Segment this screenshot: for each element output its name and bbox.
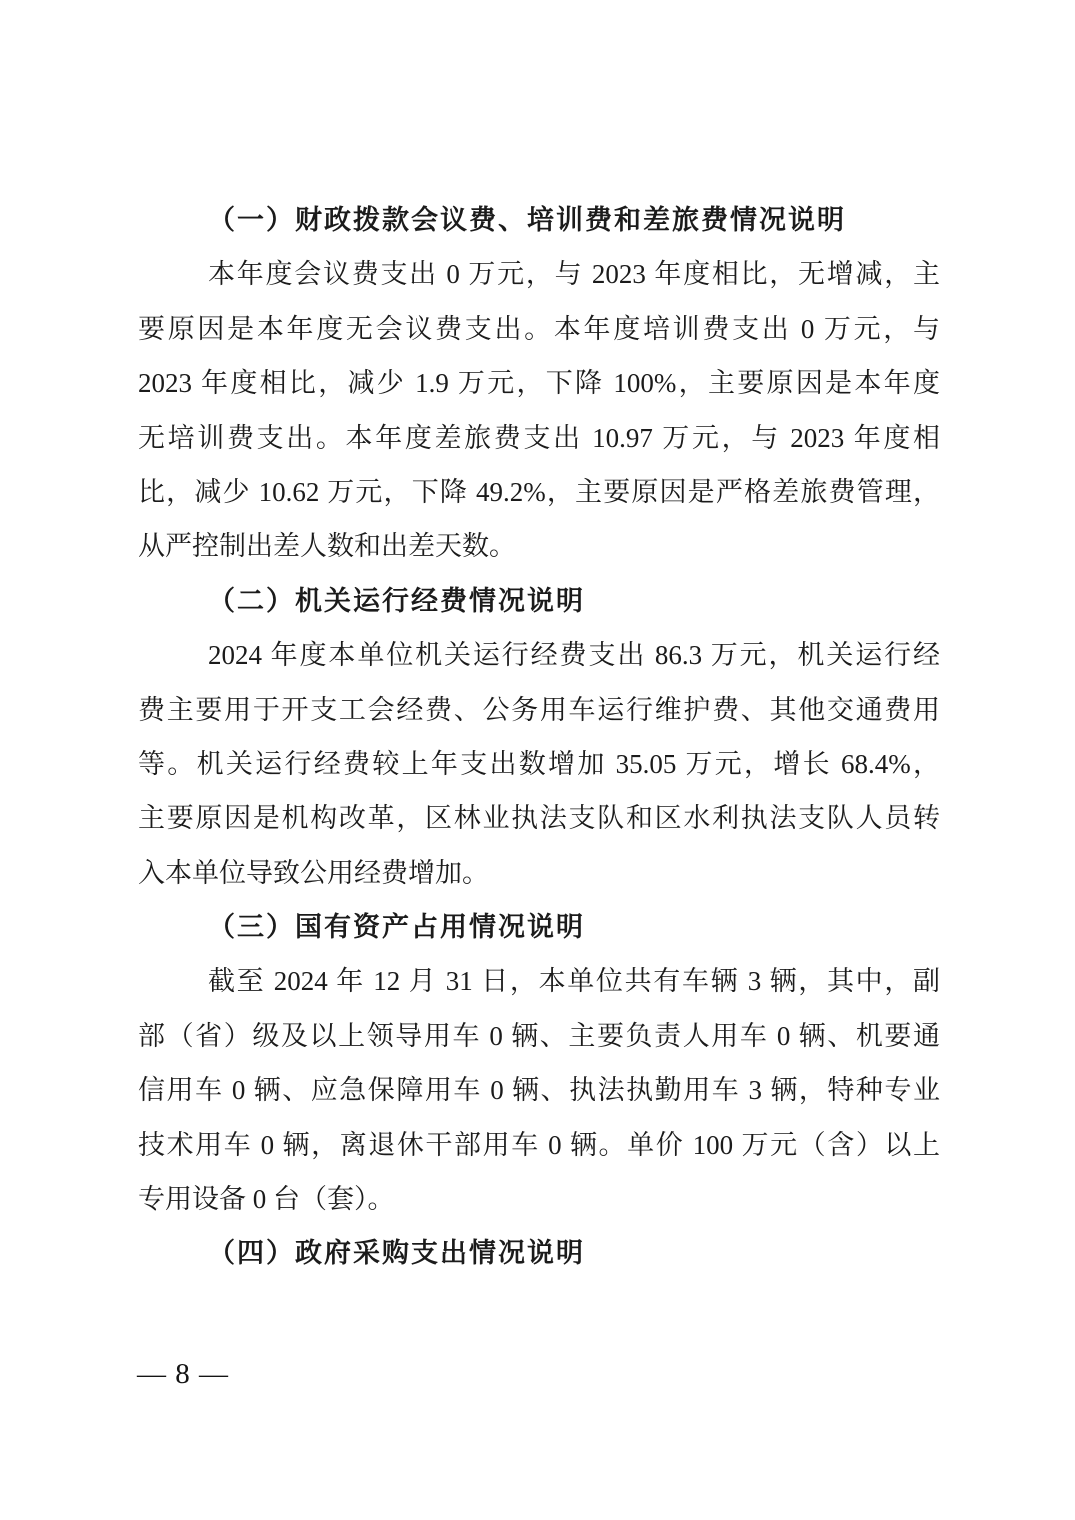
text-line: 部（省）级及以上领导用车 0 辆、主要负责人用车 0 辆、机要通 xyxy=(138,1020,940,1051)
text-line: 信用车 0 辆、应急保障用车 0 辆、执法执勤用车 3 辆，特种专业 xyxy=(138,1075,940,1106)
text-line: 要原因是本年度无会议费支出。本年度培训费支出 0 万元，与 xyxy=(138,313,940,344)
section-heading: （三）国有资产占用情况说明 xyxy=(208,912,585,943)
section-heading: （四）政府采购支出情况说明 xyxy=(208,1238,585,1269)
text-line: 本年度会议费支出 0 万元，与 2023 年度相比，无增减，主 xyxy=(208,259,940,290)
text-line: 费主要用于开支工会经费、公务用车运行维护费、其他交通费用 xyxy=(138,694,940,725)
section-heading: （一）财政拨款会议费、培训费和差旅费情况说明 xyxy=(208,205,846,235)
text-line: 等。机关运行经费较上年支出数增加 35.05 万元，增长 68.4%， xyxy=(138,748,940,779)
text-line: 比，减少 10.62 万元，下降 49.2%，主要原因是严格差旅费管理， xyxy=(138,476,940,507)
text-line: 2024 年度本单位机关运行经费支出 86.3 万元，机关运行经 xyxy=(208,640,940,671)
text-line: 无培训费支出。本年度差旅费支出 10.97 万元，与 2023 年度相 xyxy=(138,422,940,453)
document-body xyxy=(138,193,940,1281)
text-line: 专用设备 0 台（套）。 xyxy=(138,1184,395,1215)
text-line: 技术用车 0 辆，离退休干部用车 0 辆。单价 100 万元（含）以上 xyxy=(138,1129,940,1160)
section-heading: （二）机关运行经费情况说明 xyxy=(208,585,585,616)
text-line: 从严控制出差人数和出差天数。 xyxy=(138,531,516,562)
text-line: 入本单位导致公用经费增加。 xyxy=(138,857,489,888)
text-line: 2023 年度相比，减少 1.9 万元，下降 100%，主要原因是本年度 xyxy=(138,368,940,399)
text-line: 截至 2024 年 12 月 31 日，本单位共有车辆 3 辆，其中，副 xyxy=(208,966,940,997)
text-line: 主要原因是机构改革，区林业执法支队和区水利执法支队人员转 xyxy=(138,803,940,834)
page-number: — 8 — xyxy=(137,1358,229,1390)
